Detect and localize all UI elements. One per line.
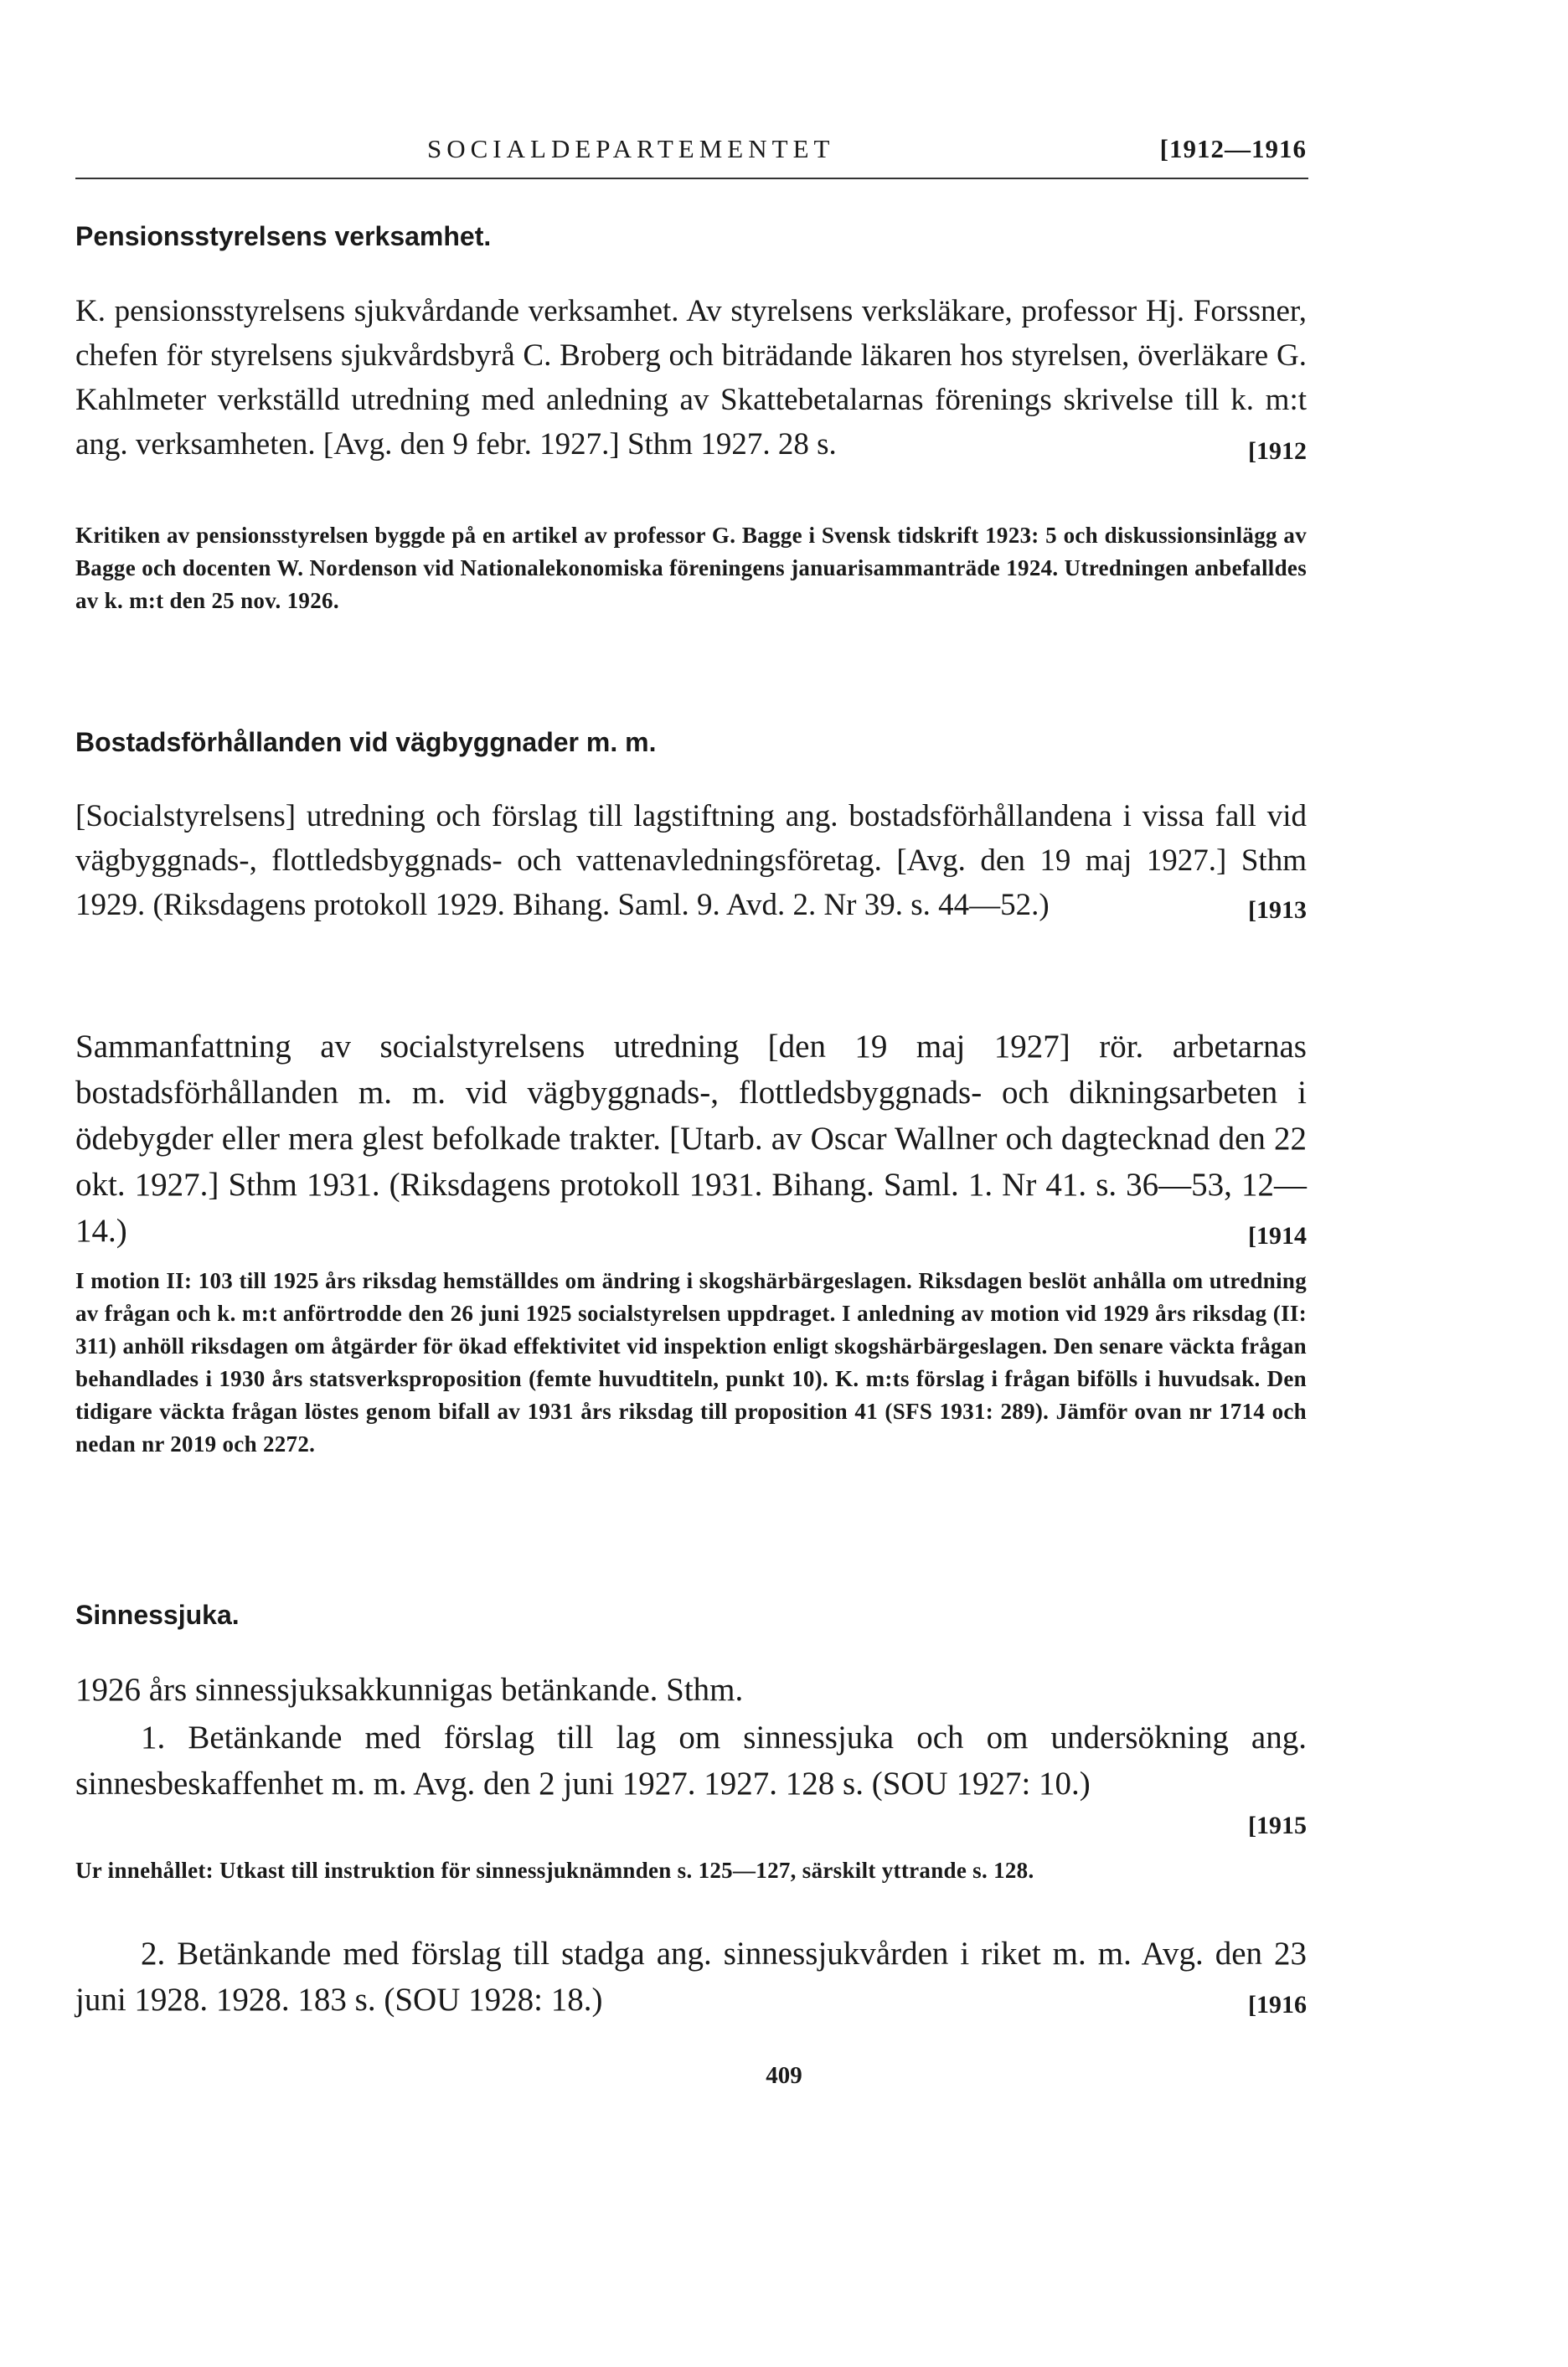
entry-text: 1. Betänkande med förslag till lag om sinnessjuka och om undersökning ang. sinnesbeskaffenhet m. m. Avg. den 2 juni 1927. 1927. 128 s. (SOU 1927: 10.) [75, 1720, 1307, 1802]
entry-text: 2. Betänkande med förslag till stadga ang. sinnessjukvården i riket m. m. Avg. den 23 juni 1928. 1928. 183 s. (SOU 1928: 18.) [75, 1936, 1307, 2018]
entry-1912 [75, 289, 1307, 467]
header-rule [75, 178, 1308, 179]
running-head [75, 134, 1307, 176]
entry-1915-number: [1915 [1248, 1812, 1307, 1839]
section-heading-pensionsstyrelsen: Pensionsstyrelsens verksamhet. [75, 221, 492, 251]
entry-number: [1914 [1248, 1222, 1307, 1250]
section-heading-sinnessjuka: Sinnessjuka. [75, 1600, 240, 1630]
entry-number: [1913 [1248, 896, 1307, 924]
note-1915: Ur innehållet: Utkast till instruktion för sinnessjuknämnden s. 125—127, särskilt yttrande s. 128. [75, 1858, 1034, 1883]
entry-number: [1912 [1248, 437, 1307, 465]
entry-text: Sammanfattning av socialstyrelsens utredning [den 19 maj 1927] rör. arbetarnas bostadsförhållanden m. m. vid vägbyggnads-, flottledsbyggnads- och dikningsarbeten i ödebygder eller mera glest befolkade trakter. [Utarb. av Oscar Wallner och dagtecknad den 22 okt. 1927.] Sthm 1931. (Riksdagens protokoll 1931. Bihang. Saml. 1. Nr 41. s. 36—53, 12—14.) [75, 1029, 1307, 1249]
running-head-title: SOCIALDEPARTEMENTET [427, 134, 835, 163]
page-number: 409 [766, 2062, 802, 2089]
note-1912: Kritiken av pensionsstyrelsen byggde på en artikel av professor G. Bagge i Svensk tidskrift 1923: 5 och diskussionsinlägg av Bagge och docenten W. Nordenson vid Nationalekonomiska föreningens januarisammanträde 1924. Utredningen anbefalldes av k. m:t den 25 nov. 1926. [75, 523, 1307, 613]
note-1914: I motion II: 103 till 1925 års riksdag hemställdes om ändring i skogshärbärgeslagen. Riksdagen beslöt anhålla om utredning av frågan och k. m:t anförtrodde den 26 juni 1925 socialstyrelsen uppdraget. I anledning av motion vid 1929 års riksdag (II: 311) anhöll riksdagen om åtgärder för ökad effektivitet vid inspektion enligt skogshärbärgeslagen. Den senare väckta frågan behandlades i 1930 års statsverksproposition (femte huvudtiteln, punkt 10). K. m:ts förslag i frågan bifölls i huvudsak. Den tidigare väckta frågan löstes genom bifall av 1931 års riksdag till proposition 41 (SFS 1931: 289). Jämför ovan nr 1714 och nedan nr 2019 och 2272. [75, 1268, 1307, 1457]
running-head-range: [1912—1916 [1159, 134, 1307, 163]
entry-text: K. pensionsstyrelsens sjukvårdande verksamhet. Av styrelsens verksläkare, professor Hj. Forssner, chefen för styrelsens sjukvårdsbyrå C. Broberg och biträdande läkaren hos styrelsen, överläkare G. Kahlmeter verkställd utredning med anledning av Skattebetalarnas förenings skrivelse till k. m:t ang. verksamheten. [Avg. den 9 febr. 1927.] Sthm 1927. 28 s. [75, 294, 1307, 462]
entry-1914 [75, 1024, 1307, 1254]
entry-1915 [75, 1715, 1307, 1807]
section-heading-bostadsforhallanden: Bostadsförhållanden vid vägbyggnader m. m. [75, 727, 657, 757]
entry-1913 [75, 794, 1307, 927]
sinnessjuka-intro: 1926 års sinnessjuksakkunnigas betänkande. Sthm. [75, 1672, 744, 1708]
entry-text: [Socialstyrelsens] utredning och förslag till lagstiftning ang. bostadsförhållandena i vissa fall vid vägbyggnads-, flottledsbyggnads- och vattenavledningsföretag. [Avg. den 19 maj 1927.] Sthm 1929. (Riksdagens protokoll 1929. Bihang. Saml. 9. Avd. 2. Nr 39. s. 44—52.) [75, 799, 1307, 922]
entry-1916 [75, 1931, 1307, 2023]
entry-number: [1916 [1248, 1991, 1307, 2019]
